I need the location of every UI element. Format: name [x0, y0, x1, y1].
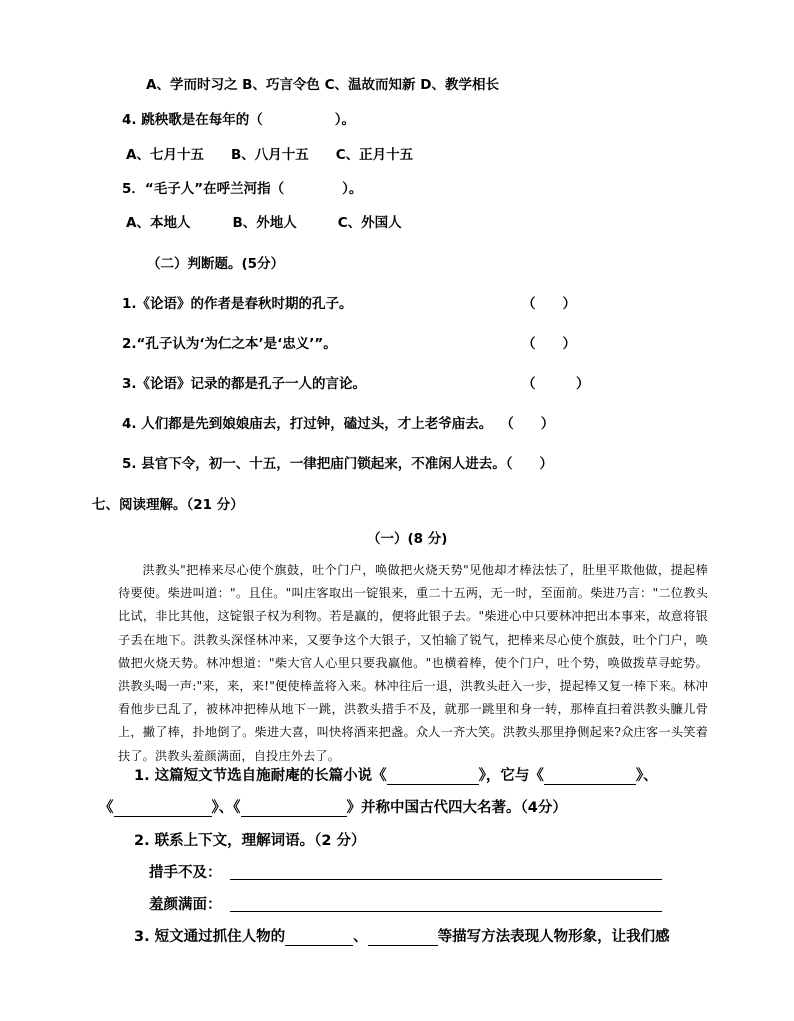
- judge-answer-5[interactable]: （ ）: [505, 456, 553, 472]
- q2-word-1-label: 措手不及：: [149, 865, 222, 881]
- reading-passage: 洪教头"把棒来尽心使个旗鼓，吐个门户，唤做把火烧天势"见他却才棒法怯了，肚里平欺他做，提起棒待要使。柴进叫道："。且住。"叫庄客取出一锭银来，重二十五两，无一时，至面前。柴进乃言："二位教头比试，非比其他，这锭银子权为利物。若是赢的，便将此银子去。"柴进心中只要林冲把出本事来，故意将银子丢在地下。洪教头深怪林冲来，又要争这个大银子，又怕输了锐气，把棒来尽心使个旗鼓，吐个门户，唤做把火烧天势。林冲想道："柴大官人心里只要我赢他。"也横着棒，使个门户，吐个势，唤做拨草寻蛇势。洪教头喝一声:"来，来，来!"便使棒盖将入来。林冲往后一退，洪教头赶入一步，提起棒又复一棒下来。林冲看他步已乱了，被林冲把棒从地下一跳，洪教头措手不及，就那一跳里和身一转，那棒直扫着洪教头臁儿骨上，撇了棒，扑地倒了。柴进大喜，叫快将酒来把盏。众人一齐大笑。洪教头那里挣侧起来?众庄客一头笑着扶了。洪教头羞颜满面，自投庄外去了。: [118, 563, 708, 763]
- judge-item-2: 2.“孔子认为‘为仁之本’是‘忠义’”。: [122, 336, 337, 352]
- q4-options: [126, 146, 413, 164]
- q5-options: [126, 214, 402, 232]
- novel-blank-3[interactable]: [114, 800, 212, 817]
- reading-q3-text-b: 、: [353, 929, 368, 945]
- reading-q1-text-c: 》、: [635, 768, 658, 784]
- q5-stem: [122, 180, 362, 198]
- reading-q1-text-e: 》、《: [211, 800, 241, 816]
- reading-q3: [134, 928, 670, 946]
- q4-option-c: C、正月十五: [335, 147, 414, 163]
- reading-q1-line1: [134, 767, 658, 785]
- q3-options: A、学而时习之 B、巧言令色 C、温故而知新 D、教学相长: [146, 77, 499, 93]
- reading-q1-line2: [99, 799, 567, 817]
- q2-word-1-answer-line[interactable]: [230, 879, 662, 880]
- q4-stem: [122, 111, 355, 129]
- q4-stem-end: ）。: [334, 112, 355, 128]
- judge-item-3: 3.《论语》记录的都是孔子一人的言论。: [122, 376, 367, 392]
- method-blank-1[interactable]: [285, 929, 353, 946]
- judge-answer-2[interactable]: （ ）: [522, 336, 576, 352]
- reading-q2: 2. 联系上下文，理解词语。（2 分）: [134, 833, 366, 849]
- reading-q3-text-c: 等描写方法表现人物形象，让我们感: [437, 929, 670, 945]
- q4-option-a: A、七月十五: [126, 147, 204, 163]
- q5-option-b: B、外地人: [232, 215, 297, 231]
- q5-stem-end: ）。: [342, 181, 363, 197]
- novel-blank-1[interactable]: [387, 768, 479, 785]
- method-blank-2[interactable]: [368, 929, 438, 946]
- reading-q1-text-b: 》，它与《: [478, 768, 544, 784]
- q4-stem-start: 4. 跳秧歌是在每年的（: [122, 112, 263, 128]
- q2-word-2-label: 羞颜满面：: [149, 897, 222, 913]
- novel-blank-2[interactable]: [544, 768, 636, 785]
- reading-section-title: 七、阅读理解。（21 分）: [92, 497, 244, 513]
- novel-blank-4[interactable]: [241, 800, 347, 817]
- judge-answer-3[interactable]: （ ）: [522, 376, 590, 392]
- q4-option-b: B、八月十五: [230, 147, 309, 163]
- q5-option-a: A、本地人: [126, 215, 191, 231]
- reading-q1-text-f: 》并称中国古代四大名著。（4分）: [346, 800, 567, 816]
- judge-item-5: [122, 455, 553, 473]
- judge-item-1: 1.《论语》的作者是春秋时期的孔子。: [122, 296, 353, 312]
- judge-answer-4[interactable]: （ ）: [500, 416, 555, 432]
- judge-answer-1[interactable]: （ ）: [522, 296, 576, 312]
- judge-item-5-text: 5. 县官下令，初一、十五，一律把庙门锁起来，不准闲人进去。: [122, 456, 506, 472]
- judge-section-title: （二）判断题。(5分）: [147, 256, 285, 272]
- q2-word-2-answer-line[interactable]: [230, 911, 662, 912]
- q5-option-c: C、外国人: [337, 215, 402, 231]
- reading-q3-text-a: 3. 短文通过抓住人物的: [134, 929, 286, 945]
- reading-q1-text-a: 1. 这篇短文节选自施耐庵的长篇小说《: [134, 768, 387, 784]
- q5-stem-start: 5．“毛子人”在呼兰河指（: [122, 181, 285, 197]
- judge-item-4-text: 4. 人们都是先到娘娘庙去，打过钟，磕过头，才上老爷庙去。: [122, 416, 493, 432]
- judge-item-4: [122, 415, 554, 433]
- reading-q1-text-d: 《: [99, 800, 114, 816]
- reading-sub-title: （一）(8 分): [367, 531, 448, 547]
